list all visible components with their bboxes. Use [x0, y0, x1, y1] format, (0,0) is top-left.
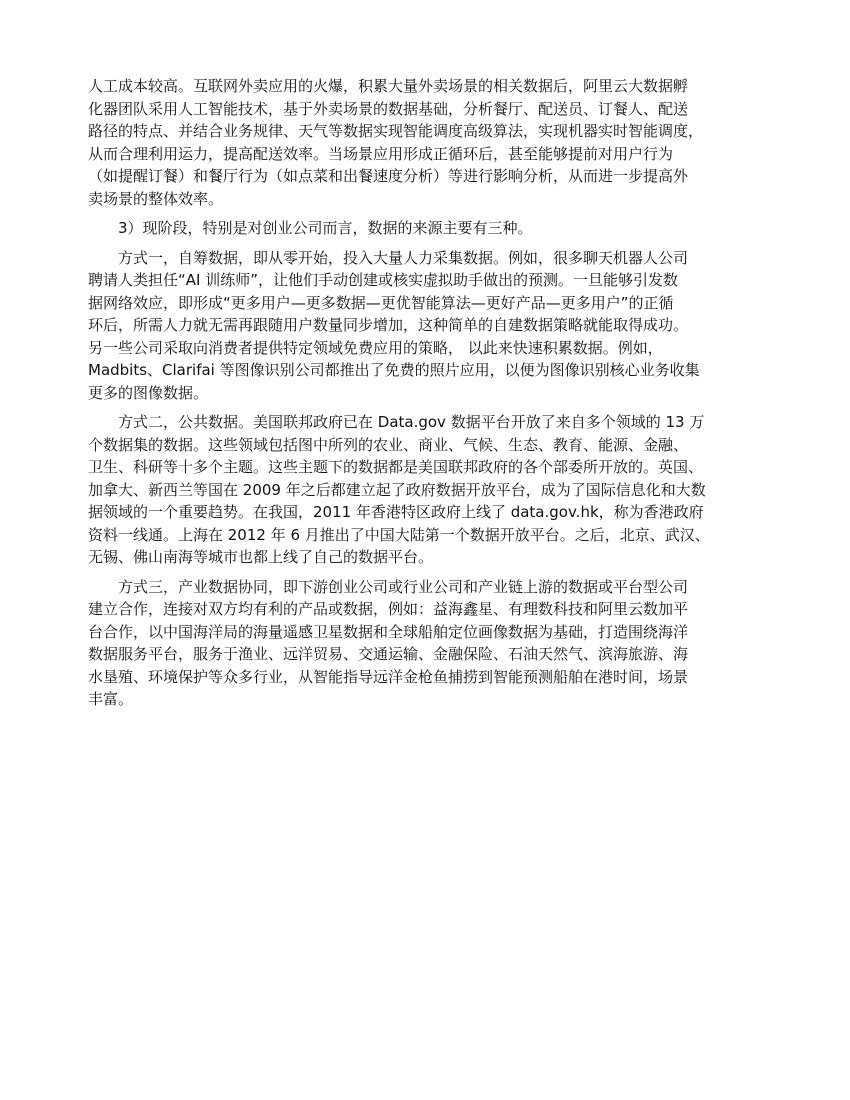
text-line: 化器团队采用人工智能技术，基于外卖场景的数据基础，分析餐厅、配送员、订餐人、配送	[88, 99, 689, 118]
text-line: 无锡、佛山南海等城市也都上线了自己的数据平台。	[88, 548, 434, 566]
text-line: 方式二，公共数据。美国联邦政府已在 Data.gov 数据平台开放了来自多个领域的 13 万	[118, 413, 705, 431]
text-line: 聘请人类担任“AI 训练师”，让他们手动创建或核实虚拟助手做出的预测。一旦能够引发数	[88, 271, 678, 289]
paragraph-method-three	[88, 576, 768, 711]
text-line: 从而合理利用运力，提高配送效率。当场景应用形成正循环后，甚至能够提前对用户行为	[88, 144, 674, 163]
text-line: 据网络效应，即形成“更多用户—更多数据—更优智能算法—更好产品—更多用户”的正循	[88, 293, 674, 312]
text-line: 方式一，自筹数据，即从零开始，投入大量人力采集数据。例如，很多聊天机器人公司	[118, 248, 689, 267]
text-line: 卖场景的整体效率。	[88, 189, 224, 208]
text-line: 卫生、科研等十多个主题。这些主题下的数据都是美国联邦政府的各个部委所开放的。英国、	[88, 458, 704, 476]
text-line: 个数据集的数据。这些领域包括图中所列的农业、商业、气候、生态、教育、能源、金融、	[88, 435, 689, 454]
document-page	[88, 75, 768, 718]
text-line: 更多的图像数据。	[88, 383, 209, 402]
text-line: 3）现阶段，特别是对创业公司而言，数据的来源主要有三种。	[118, 219, 533, 237]
text-line: 人工成本较高。互联网外卖应用的火爆，积累大量外卖场景的相关数据后，阿里云大数据孵	[88, 77, 689, 95]
text-line: 加拿大、新西兰等国在 2009 年之后都建立起了政府数据开放平台，成为了国际信息化和大数	[88, 480, 706, 499]
text-line: 资料一线通。上海在 2012 年 6 月推出了中国大陆第一个数据开放平台。之后，北京、武汉、	[88, 525, 710, 544]
text-line: Madbits、Clarifai 等图像识别公司都推出了免费的照片应用，以便为图像识别核心业务收集	[88, 361, 700, 379]
text-line: 环后，所需人力就无需再跟随用户数量同步增加，这种简单的自建数据策略就能取得成功。	[88, 316, 689, 334]
text-line: 数据服务平台，服务于渔业、远洋贸易、交通运输、金融保险、石油天然气、滨海旅游、海	[88, 645, 689, 663]
text-line: 水垦殖、环境保护等众多行业，从智能指导远洋金枪鱼捕捞到智能预测船舶在港时间，场景	[88, 667, 689, 686]
text-line: 方式三，产业数据协同，即下游创业公司或行业公司和产业链上游的数据或平台型公司	[118, 577, 689, 596]
text-line: 建立合作，连接对双方均有利的产品或数据，例如：益海鑫星、有理数科技和阿里云数加平	[88, 600, 689, 618]
text-line: 路径的特点、并结合业务规律、天气等数据实现智能调度高级算法，实现机器实时智能调度，	[88, 122, 704, 140]
text-line: （如提醒订餐）和餐厅行为（如点菜和出餐速度分析）等进行影响分析，从而进一步提高外	[88, 167, 689, 185]
paragraph-delivery-scheduling	[88, 75, 768, 210]
paragraph-data-sources-intro	[88, 217, 768, 240]
text-line: 丰富。	[88, 690, 134, 708]
paragraph-method-one	[88, 247, 768, 405]
text-line: 另一些公司采取向消费者提供特定领域免费应用的策略， 以此来快速积累数据。例如，	[88, 338, 663, 357]
text-line: 据领域的一个重要趋势。在我国，2011 年香港特区政府上线了 data.gov.hk，称为香港政府	[88, 503, 704, 521]
paragraph-method-two	[88, 411, 768, 569]
text-line: 台合作，以中国海洋局的海量遥感卫星数据和全球船舶定位画像数据为基础，打造围绕海洋	[88, 622, 689, 641]
